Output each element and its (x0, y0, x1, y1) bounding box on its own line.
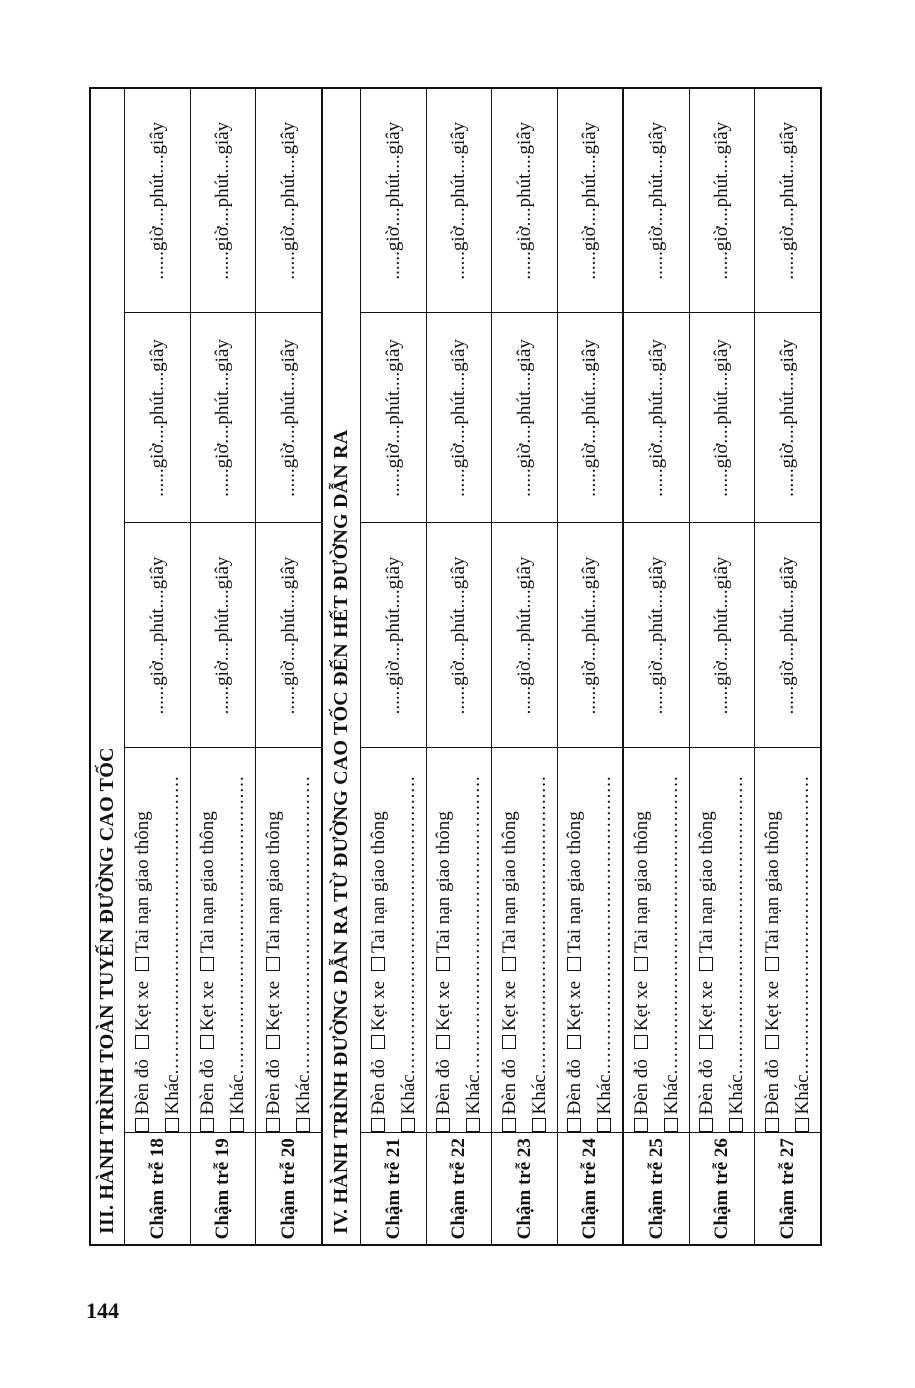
red-light-option[interactable] (631, 1059, 652, 1132)
checkbox-icon[interactable] (699, 1119, 713, 1133)
time-field-1[interactable]: ......giờ....phút....giây (125, 523, 191, 748)
red-light-option[interactable] (263, 1059, 284, 1132)
delay-label: Chậm trễ 22 (426, 1133, 492, 1245)
time-field-2[interactable]: ......giờ....phút....giây (426, 313, 492, 523)
accident-option[interactable] (631, 811, 652, 971)
delay-entry-row (557, 88, 623, 1245)
reason-line-1 (429, 749, 459, 1133)
traffic-jam-option[interactable] (132, 981, 153, 1049)
red-light-label: Đèn đỏ (367, 1059, 389, 1115)
delay-label: Chậm trễ 25 (623, 1133, 689, 1245)
time-field-1[interactable]: ......giờ....phút....giây (361, 523, 427, 748)
checkbox-icon[interactable] (135, 1119, 149, 1133)
accident-label: Tai nạn giao thông (262, 811, 284, 953)
reason-options (755, 748, 821, 1133)
other-option[interactable] (529, 775, 550, 1132)
reason-line-2 (788, 749, 818, 1133)
delay-label: Chậm trễ 26 (689, 1133, 755, 1245)
checkbox-icon[interactable] (567, 1119, 581, 1133)
checkbox-icon[interactable] (436, 957, 450, 971)
reason-line-1 (259, 749, 289, 1133)
traffic-jam-option[interactable] (263, 981, 284, 1049)
other-fill-line[interactable]: .................................................... (660, 775, 682, 1075)
red-light-label: Đèn đỏ (696, 1059, 718, 1115)
reason-options (492, 748, 558, 1133)
reason-line-1 (364, 749, 394, 1133)
accident-label: Tai nạn giao thông (630, 811, 652, 953)
red-light-label: Đèn đỏ (498, 1059, 520, 1115)
checkbox-icon[interactable] (296, 1119, 310, 1133)
checkbox-icon[interactable] (371, 1119, 385, 1133)
checkbox-icon[interactable] (634, 1119, 648, 1133)
reason-line-2 (525, 749, 555, 1133)
traffic-jam-label: Kẹt xe (262, 980, 284, 1032)
checkbox-icon[interactable] (532, 1119, 546, 1133)
time-field-1[interactable]: ......giờ....phút....giây (492, 523, 558, 748)
checkbox-icon[interactable] (765, 957, 779, 971)
other-label: Khác (161, 1074, 183, 1115)
checkbox-icon[interactable] (765, 1035, 779, 1049)
reason-options (256, 748, 322, 1133)
time-field-3[interactable]: ......giờ....phút....giây (256, 88, 322, 313)
delay-entry-row (190, 88, 256, 1245)
reason-options (190, 748, 256, 1133)
section-header-row (90, 88, 125, 1245)
time-field-3[interactable]: ......giờ....phút....giây (361, 88, 427, 313)
delay-entry-row (361, 88, 427, 1245)
traffic-jam-option[interactable] (197, 981, 218, 1049)
checkbox-icon[interactable] (502, 957, 516, 971)
checkbox-icon[interactable] (466, 1119, 480, 1133)
time-field-2[interactable]: ......giờ....phút....giây (361, 313, 427, 523)
red-light-option[interactable] (132, 1059, 153, 1132)
delay-entry-row (125, 88, 191, 1245)
reason-options (361, 748, 427, 1133)
checkbox-icon[interactable] (165, 1119, 179, 1133)
other-label: Khác (791, 1074, 813, 1115)
traffic-jam-option[interactable] (696, 981, 717, 1049)
delay-label: Chậm trễ 18 (125, 1133, 191, 1245)
red-light-option[interactable] (499, 1059, 520, 1132)
reason-line-2 (459, 749, 489, 1133)
traffic-jam-label: Kẹt xe (564, 980, 586, 1032)
red-light-label: Đèn đỏ (630, 1059, 652, 1115)
checkbox-icon[interactable] (266, 1119, 280, 1133)
reason-line-2 (394, 749, 424, 1133)
red-light-option[interactable] (696, 1059, 717, 1132)
accident-option[interactable] (564, 811, 585, 971)
time-field-1[interactable]: ......giờ....phút....giây (256, 523, 322, 748)
other-fill-line[interactable]: .................................................... (726, 775, 748, 1075)
reason-line-1 (692, 749, 722, 1133)
accident-option[interactable] (433, 811, 454, 971)
time-field-3[interactable]: ......giờ....phút....giây (623, 88, 689, 313)
red-light-label: Đèn đỏ (131, 1059, 153, 1115)
accident-option[interactable] (263, 811, 284, 971)
checkbox-icon[interactable] (567, 1035, 581, 1049)
accident-label: Tai nạn giao thông (197, 811, 219, 953)
reason-line-1 (193, 749, 223, 1133)
delay-entry-row (689, 88, 755, 1245)
reason-options (557, 748, 623, 1133)
accident-option[interactable] (696, 811, 717, 971)
delay-label: Chậm trễ 21 (361, 1133, 427, 1245)
checkbox-icon[interactable] (729, 1119, 743, 1133)
delay-entry-row (755, 88, 821, 1245)
other-fill-line[interactable]: .................................................... (161, 775, 183, 1075)
other-fill-line[interactable]: .................................................... (594, 775, 616, 1075)
reason-line-1 (560, 749, 590, 1133)
traffic-jam-option[interactable] (368, 981, 389, 1049)
other-option[interactable] (463, 775, 484, 1132)
delay-entry-row (492, 88, 558, 1245)
time-field-1[interactable]: ......giờ....phút....giây (557, 523, 623, 748)
delay-entry-row (623, 88, 689, 1245)
time-field-2[interactable]: ......giờ....phút....giây (256, 313, 322, 523)
time-field-2[interactable]: ......giờ....phút....giây (492, 313, 558, 523)
accident-label: Tai nạn giao thông (131, 811, 153, 953)
red-light-option[interactable] (368, 1059, 389, 1132)
time-field-1[interactable]: ......giờ....phút....giây (426, 523, 492, 748)
traffic-jam-option[interactable] (499, 981, 520, 1049)
checkbox-icon[interactable] (135, 1035, 149, 1049)
accident-option[interactable] (132, 811, 153, 971)
delay-log-table (89, 87, 822, 1246)
checkbox-icon[interactable] (436, 1035, 450, 1049)
time-field-2[interactable]: ......giờ....phút....giây (689, 313, 755, 523)
page-number: 144 (86, 1298, 119, 1323)
accident-label: Tai nạn giao thông (367, 811, 389, 953)
reason-line-2 (289, 749, 319, 1133)
delay-entry-row (256, 88, 322, 1245)
section-title: IV. HÀNH TRÌNH ĐƯỜNG DẪN RA TỪ ĐƯỜNG CAO TỐC ĐẾN HẾT ĐƯỜNG DẪN RA (322, 88, 361, 1245)
other-fill-line[interactable]: .................................................... (528, 775, 550, 1075)
other-label: Khác (726, 1074, 748, 1115)
other-fill-line[interactable]: .................................................... (397, 775, 419, 1075)
time-field-1[interactable]: ......giờ....phút....giây (623, 523, 689, 748)
traffic-jam-option[interactable] (762, 981, 783, 1049)
section-header-row (322, 88, 361, 1245)
red-light-option[interactable] (197, 1059, 218, 1132)
other-label: Khác (292, 1074, 314, 1115)
time-field-3[interactable]: ......giờ....phút....giây (689, 88, 755, 313)
accident-label: Tai nạn giao thông (433, 811, 455, 953)
checkbox-icon[interactable] (200, 957, 214, 971)
checkbox-icon[interactable] (135, 957, 149, 971)
red-light-option[interactable] (564, 1059, 585, 1132)
checkbox-icon[interactable] (765, 1119, 779, 1133)
checkbox-icon[interactable] (200, 1035, 214, 1049)
delay-entry-row (426, 88, 492, 1245)
accident-option[interactable] (499, 811, 520, 971)
accident-option[interactable] (368, 811, 389, 971)
reason-line-2 (223, 749, 253, 1133)
traffic-jam-label: Kẹt xe (131, 980, 153, 1032)
accident-label: Tai nạn giao thông (564, 811, 586, 953)
checkbox-icon[interactable] (634, 957, 648, 971)
time-field-3[interactable]: ......giờ....phút....giây (557, 88, 623, 313)
time-field-2[interactable]: ......giờ....phút....giây (623, 313, 689, 523)
other-label: Khác (397, 1074, 419, 1115)
other-option[interactable] (726, 775, 747, 1132)
checkbox-icon[interactable] (371, 957, 385, 971)
delay-label: Chậm trễ 27 (755, 1133, 821, 1245)
reason-options (623, 748, 689, 1133)
other-option[interactable] (293, 775, 314, 1132)
time-field-2[interactable]: ......giờ....phút....giây (557, 313, 623, 523)
delay-label: Chậm trễ 19 (190, 1133, 256, 1245)
reason-line-1 (627, 749, 657, 1133)
traffic-jam-label: Kẹt xe (498, 980, 520, 1032)
other-option[interactable] (792, 775, 813, 1132)
accident-option[interactable] (197, 811, 218, 971)
traffic-jam-option[interactable] (564, 981, 585, 1049)
accident-label: Tai nạn giao thông (696, 811, 718, 953)
section-title: III. HÀNH TRÌNH TOÀN TUYẾN ĐƯỜNG CAO TỐC (90, 88, 125, 1245)
other-fill-line[interactable]: .................................................... (791, 775, 813, 1075)
delay-log-body (90, 88, 821, 1245)
red-light-label: Đèn đỏ (433, 1059, 455, 1115)
red-light-label: Đèn đỏ (197, 1059, 219, 1115)
checkbox-icon[interactable] (230, 1119, 244, 1133)
other-label: Khác (528, 1074, 550, 1115)
other-label: Khác (594, 1074, 616, 1115)
time-field-1[interactable]: ......giờ....phút....giây (190, 523, 256, 748)
checkbox-icon[interactable] (795, 1119, 809, 1133)
red-light-option[interactable] (433, 1059, 454, 1132)
checkbox-icon[interactable] (699, 957, 713, 971)
checkbox-icon[interactable] (567, 957, 581, 971)
time-field-3[interactable]: ......giờ....phút....giây (125, 88, 191, 313)
traffic-jam-label: Kẹt xe (433, 980, 455, 1032)
traffic-jam-option[interactable] (631, 981, 652, 1049)
traffic-jam-label: Kẹt xe (367, 980, 389, 1032)
delay-label: Chậm trễ 24 (557, 1133, 623, 1245)
other-option[interactable] (162, 775, 183, 1132)
time-field-3[interactable]: ......giờ....phút....giây (190, 88, 256, 313)
red-light-label: Đèn đỏ (564, 1059, 586, 1115)
reason-line-2 (158, 749, 188, 1133)
reason-options (125, 748, 191, 1133)
accident-option[interactable] (762, 811, 783, 971)
time-field-2[interactable]: ......giờ....phút....giây (190, 313, 256, 523)
time-field-3[interactable]: ......giờ....phút....giây (426, 88, 492, 313)
checkbox-icon[interactable] (371, 1035, 385, 1049)
other-option[interactable] (227, 775, 248, 1132)
traffic-jam-label: Kẹt xe (197, 980, 219, 1032)
time-field-2[interactable]: ......giờ....phút....giây (125, 313, 191, 523)
other-label: Khác (227, 1074, 249, 1115)
time-field-1[interactable]: ......giờ....phút....giây (755, 523, 821, 748)
time-field-3[interactable]: ......giờ....phút....giây (755, 88, 821, 313)
other-label: Khác (463, 1074, 485, 1115)
checkbox-icon[interactable] (266, 957, 280, 971)
checkbox-icon[interactable] (502, 1035, 516, 1049)
rotated-form-container (89, 89, 822, 1246)
reason-line-1 (128, 749, 158, 1133)
checkbox-icon[interactable] (634, 1035, 648, 1049)
other-option[interactable] (398, 775, 419, 1132)
other-option[interactable] (661, 775, 682, 1132)
other-label: Khác (660, 1074, 682, 1115)
red-light-label: Đèn đỏ (262, 1059, 284, 1115)
time-field-3[interactable]: ......giờ....phút....giây (492, 88, 558, 313)
checkbox-icon[interactable] (502, 1119, 516, 1133)
other-fill-line[interactable]: .................................................... (227, 775, 249, 1075)
traffic-jam-label: Kẹt xe (630, 980, 652, 1032)
red-light-option[interactable] (762, 1059, 783, 1132)
time-field-2[interactable]: ......giờ....phút....giây (755, 313, 821, 523)
reason-line-2 (722, 749, 752, 1133)
checkbox-icon[interactable] (436, 1119, 450, 1133)
checkbox-icon[interactable] (664, 1119, 678, 1133)
other-fill-line[interactable]: .................................................... (292, 775, 314, 1075)
reason-line-1 (758, 749, 788, 1133)
traffic-jam-label: Kẹt xe (696, 980, 718, 1032)
accident-label: Tai nạn giao thông (761, 811, 783, 953)
reason-line-1 (495, 749, 525, 1133)
checkbox-icon[interactable] (266, 1035, 280, 1049)
other-fill-line[interactable]: .................................................... (463, 775, 485, 1075)
traffic-jam-label: Kẹt xe (761, 980, 783, 1032)
traffic-jam-option[interactable] (433, 981, 454, 1049)
accident-label: Tai nạn giao thông (498, 811, 520, 953)
time-field-1[interactable]: ......giờ....phút....giây (689, 523, 755, 748)
checkbox-icon[interactable] (200, 1119, 214, 1133)
delay-label: Chậm trễ 20 (256, 1133, 322, 1245)
checkbox-icon[interactable] (597, 1119, 611, 1133)
checkbox-icon[interactable] (699, 1035, 713, 1049)
reason-line-2 (590, 749, 620, 1133)
reason-options (426, 748, 492, 1133)
delay-label: Chậm trễ 23 (492, 1133, 558, 1245)
checkbox-icon[interactable] (401, 1119, 415, 1133)
red-light-label: Đèn đỏ (761, 1059, 783, 1115)
reason-options (689, 748, 755, 1133)
reason-line-2 (657, 749, 687, 1133)
other-option[interactable] (594, 775, 615, 1132)
